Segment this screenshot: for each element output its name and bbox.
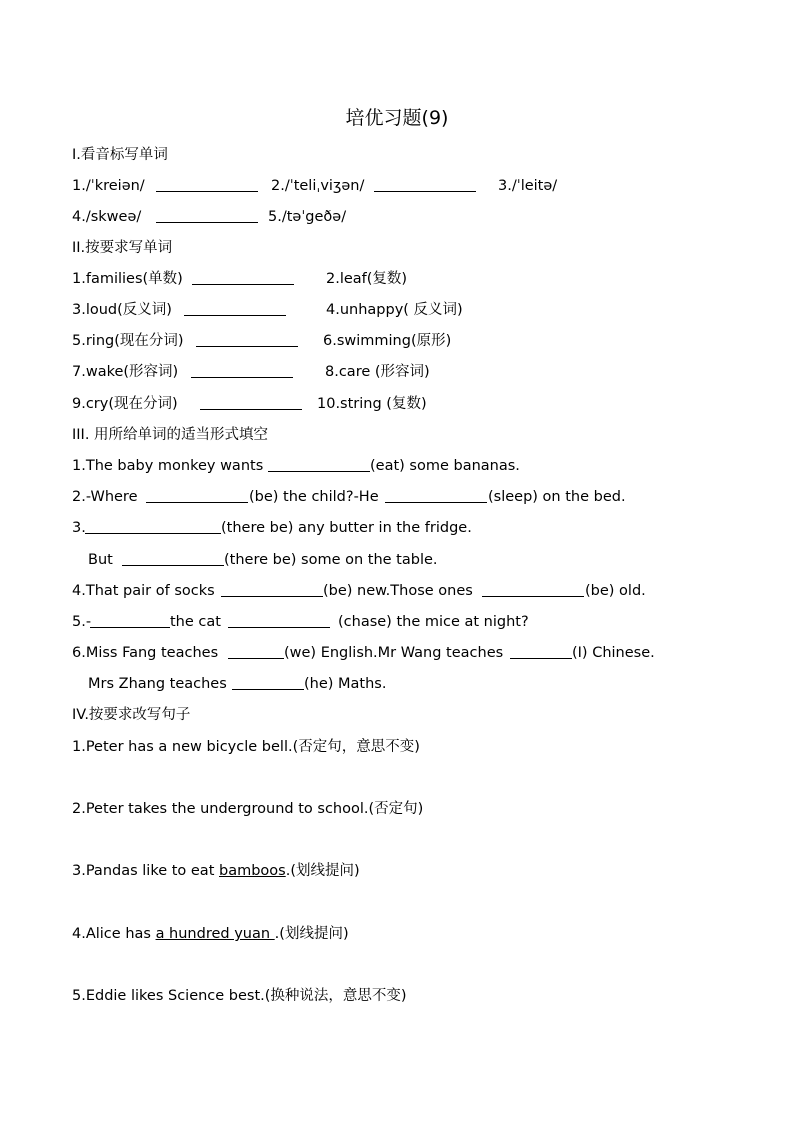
- s3-q2-text-c: (sleep) on the bed.: [488, 489, 626, 505]
- s3-q3-text-d: (there be) some on the table.: [224, 552, 438, 568]
- s3-q2-text-b: (be) the child?-He: [249, 489, 379, 505]
- s3-q1-text-b: (eat) some bananas.: [370, 458, 520, 474]
- s1-q4-blank[interactable]: [156, 208, 258, 223]
- s1-q3: 3./ˈleitə/: [498, 178, 558, 194]
- s3-q6-blank-1[interactable]: [228, 644, 284, 659]
- s3-q3-text-b: (there be) any butter in the fridge.: [221, 520, 472, 536]
- s2-q5-blank[interactable]: [196, 332, 298, 347]
- s2-q9: 9.cry(现在分词): [72, 396, 178, 412]
- s2-q4: 4.unhappy( 反义词): [326, 302, 463, 318]
- s3-q5-text-a: 5.-: [72, 614, 92, 630]
- s3-q6-text-d: Mrs Zhang teaches: [88, 676, 227, 692]
- s4-q1: 1.Peter has a new bicycle bell.(否定句，意思不变): [72, 739, 420, 755]
- s2-q9-blank[interactable]: [200, 395, 302, 410]
- s1-q4: 4./skweə/: [72, 209, 142, 225]
- s3-q2-blank-2[interactable]: [385, 488, 487, 503]
- s3-q4-text-c: (be) old.: [585, 583, 646, 599]
- section-3-heading: III. 用所给单词的适当形式填空: [72, 427, 269, 443]
- s3-q4-blank-2[interactable]: [482, 582, 584, 597]
- s2-q3: 3.loud(反义词): [72, 302, 172, 318]
- s4-q5: 5.Eddie likes Science best.(换种说法，意思不变): [72, 988, 407, 1004]
- s3-q6-blank-2[interactable]: [510, 644, 572, 659]
- s3-q6-text-b: (we) English.Mr Wang teaches: [284, 645, 504, 661]
- s4-q3-underlined: bamboos: [219, 863, 286, 879]
- s2-q8: 8.care (形容词): [325, 364, 430, 380]
- s2-q10: 10.string (复数): [317, 396, 427, 412]
- s4-q4: [72, 925, 349, 943]
- s3-q4-text-b: (be) new.Those ones: [323, 583, 473, 599]
- section-1-heading: I.看音标写单词: [72, 147, 168, 163]
- s3-q5-blank-2[interactable]: [228, 613, 330, 628]
- s2-q7: 7.wake(形容词): [72, 364, 179, 380]
- s3-q3-text-c: But: [88, 552, 113, 568]
- s1-q2-blank[interactable]: [374, 177, 476, 192]
- s1-q1-blank[interactable]: [156, 177, 258, 192]
- s3-q2-text-a: 2.-Where: [72, 489, 138, 505]
- s2-q5: 5.ring(现在分词): [72, 333, 184, 349]
- s1-q1: 1./ˈkreiən/: [72, 178, 145, 194]
- s3-q1-blank[interactable]: [268, 457, 370, 472]
- s3-q6-text-e: (he) Maths.: [304, 676, 387, 692]
- s4-q3: [72, 862, 360, 880]
- s3-q3-text-a: 3.: [72, 520, 86, 536]
- s4-q4-text-a: 4.Alice has: [72, 926, 156, 942]
- s3-q1-text-a: 1.The baby monkey wants: [72, 458, 264, 474]
- s4-q4-text-b: .(划线提问): [274, 926, 349, 942]
- s3-q5-text-c: (chase) the mice at night?: [338, 614, 529, 630]
- s3-q2-blank-1[interactable]: [146, 488, 248, 503]
- s2-q2: 2.leaf(复数): [326, 271, 408, 287]
- s3-q4-blank-1[interactable]: [221, 582, 323, 597]
- s3-q6-text-a: 6.Miss Fang teaches: [72, 645, 219, 661]
- s3-q6-blank-3[interactable]: [232, 675, 304, 690]
- s2-q6: 6.swimming(原形): [323, 333, 452, 349]
- s4-q3-text-b: .(划线提问): [285, 863, 360, 879]
- s2-q7-blank[interactable]: [191, 363, 293, 378]
- s3-q4-text-a: 4.That pair of socks: [72, 583, 215, 599]
- s3-q5-text-b: the cat: [170, 614, 221, 630]
- s3-q5-blank-1[interactable]: [90, 613, 170, 628]
- s1-q5: 5./təˈgeðə/: [268, 209, 347, 225]
- s2-q1: 1.families(单数): [72, 271, 183, 287]
- s2-q3-blank[interactable]: [184, 301, 286, 316]
- s4-q3-text-a: 3.Pandas like to eat: [72, 863, 219, 879]
- s1-q2: 2./ˈteliˌviʒən/: [271, 178, 365, 194]
- s4-q4-underlined: a hundred yuan: [155, 926, 275, 942]
- s4-q2: 2.Peter takes the underground to school.(否定句): [72, 801, 424, 817]
- s3-q6-text-c: (I) Chinese.: [572, 645, 655, 661]
- s3-q3-blank-1[interactable]: [85, 519, 221, 534]
- section-2-heading: II.按要求写单词: [72, 240, 173, 256]
- section-4-heading: IV.按要求改写句子: [72, 707, 191, 723]
- page-title: 培优习题(9): [345, 107, 449, 129]
- s2-q1-blank[interactable]: [192, 270, 294, 285]
- s3-q3-blank-2[interactable]: [122, 551, 224, 566]
